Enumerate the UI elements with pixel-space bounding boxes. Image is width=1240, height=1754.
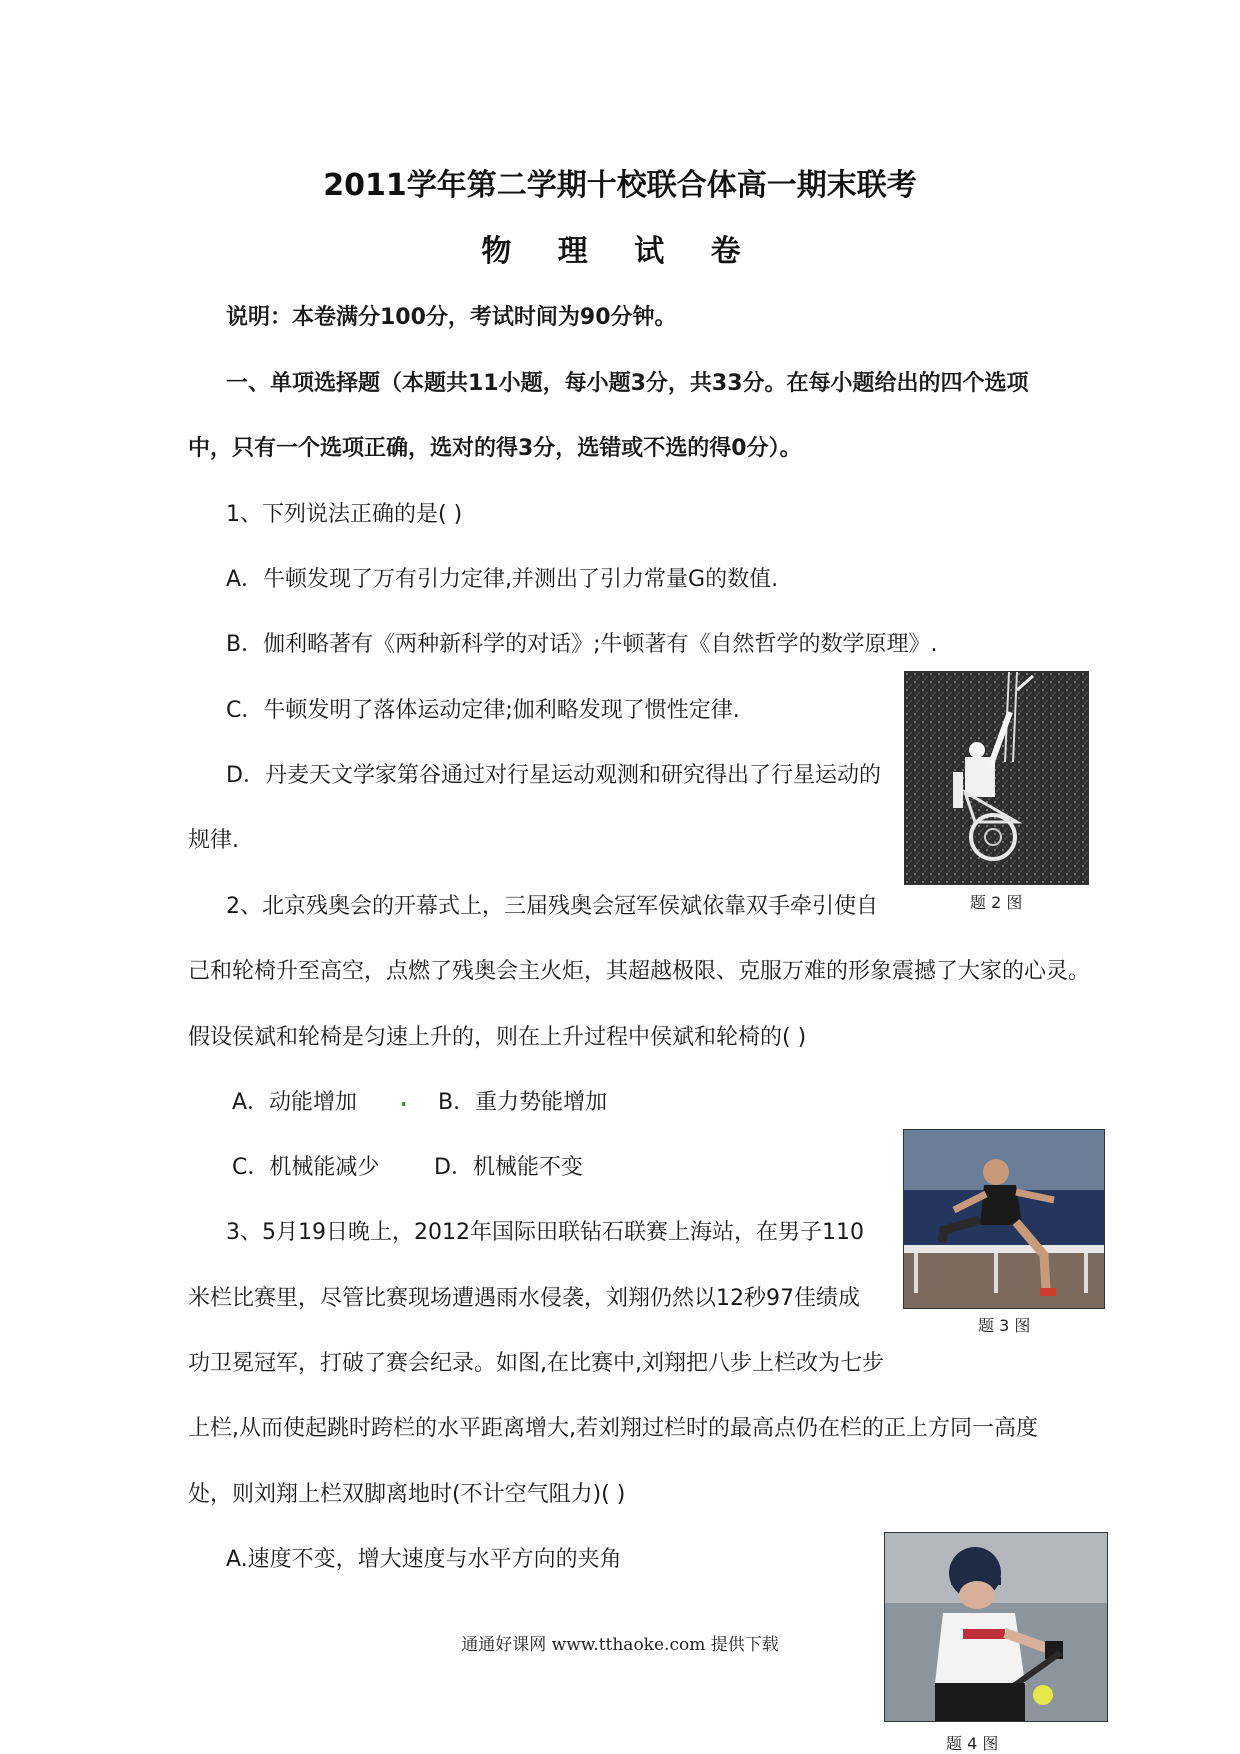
softball-batter-illustration [885, 1533, 1107, 1721]
section1-heading-line2: 中，只有一个选项正确，选对的得3分，选错或不选的得0分）。 [188, 436, 802, 461]
exam-instructions: 说明：本卷满分100分，考试时间为90分钟。 [226, 305, 677, 330]
q2-stem-line2: 己和轮椅升至高空，点燃了残奥会主火炬，其超越极限、克服万难的形象震撼了大家的心灵。 [188, 959, 1091, 984]
exam-subtitle: 物 理 试 卷 [481, 234, 759, 269]
q3-figure-caption: 题 3 图 [978, 1316, 1031, 1335]
q1-option-b: B．伽利略著有《两种新科学的对话》;牛顿著有《自然哲学的数学原理》. [226, 632, 938, 657]
q2-option-d: D．机械能不变 [434, 1155, 583, 1180]
q2-stem-line3: 假设侯斌和轮椅是匀速上升的，则在上升过程中侯斌和轮椅的( ) [188, 1025, 807, 1050]
q3-figure-hurdler [903, 1129, 1105, 1309]
q2-figure-torch-lighting [904, 671, 1089, 885]
q1-option-c: C．牛顿发明了落体运动定律;伽利略发现了惯性定律. [226, 698, 740, 723]
q3-stem-line3: 功卫冕冠军，打破了赛会纪录。如图,在比赛中,刘翔把八步上栏改为七步 [188, 1351, 884, 1376]
q1-option-d-line2: 规律. [188, 828, 239, 853]
q4-figure-caption: 题 4 图 [946, 1734, 999, 1753]
page-footer: 通通好课网 www.tthaoke.com 提供下载 [461, 1635, 779, 1655]
q2-option-c: C．机械能减少 [232, 1155, 380, 1180]
q2-option-b: B．重力势能增加 [438, 1090, 608, 1115]
q3-stem-line2: 米栏比赛里，尽管比赛现场遭遇雨水侵袭，刘翔仍然以12秒97佳绩成 [188, 1286, 860, 1311]
hurdler-illustration [904, 1130, 1104, 1308]
exam-title: 2011学年第二学期十校联合体高一期末联考 [323, 168, 917, 203]
q3-option-a: A.速度不变，增大速度与水平方向的夹角 [226, 1547, 622, 1572]
q2-figure-caption: 题 2 图 [970, 893, 1023, 912]
stray-mark [402, 1102, 405, 1106]
q4-figure-softball-batter [884, 1532, 1108, 1722]
q3-stem-line4: 上栏,从而使起跳时跨栏的水平距离增大,若刘翔过栏时的最高点仍在栏的正上方同一高度 [188, 1416, 1038, 1441]
q3-stem-line5: 处，则刘翔上栏双脚离地时(不计空气阻力)( ) [188, 1482, 626, 1507]
q3-stem-line1: 3、5月19日晚上，2012年国际田联钻石联赛上海站，在男子110 [226, 1220, 864, 1245]
q2-stem-line1: 2、北京残奥会的开幕式上，三届残奥会冠军侯斌依靠双手牵引使自 [226, 894, 878, 919]
q1-stem: 1、下列说法正确的是( ) [226, 502, 463, 527]
torch-lighting-illustration [905, 672, 1088, 884]
q1-option-d-line1: D．丹麦天文学家第谷通过对行星运动观测和研究得出了行星运动的 [226, 763, 881, 788]
section1-heading-line1: 一、单项选择题（本题共11小题，每小题3分，共33分。在每小题给出的四个选项 [226, 371, 1029, 396]
q1-option-a: A．牛顿发现了万有引力定律,并测出了引力常量G的数值. [226, 567, 779, 592]
q2-option-a: A．动能增加 [232, 1090, 358, 1115]
